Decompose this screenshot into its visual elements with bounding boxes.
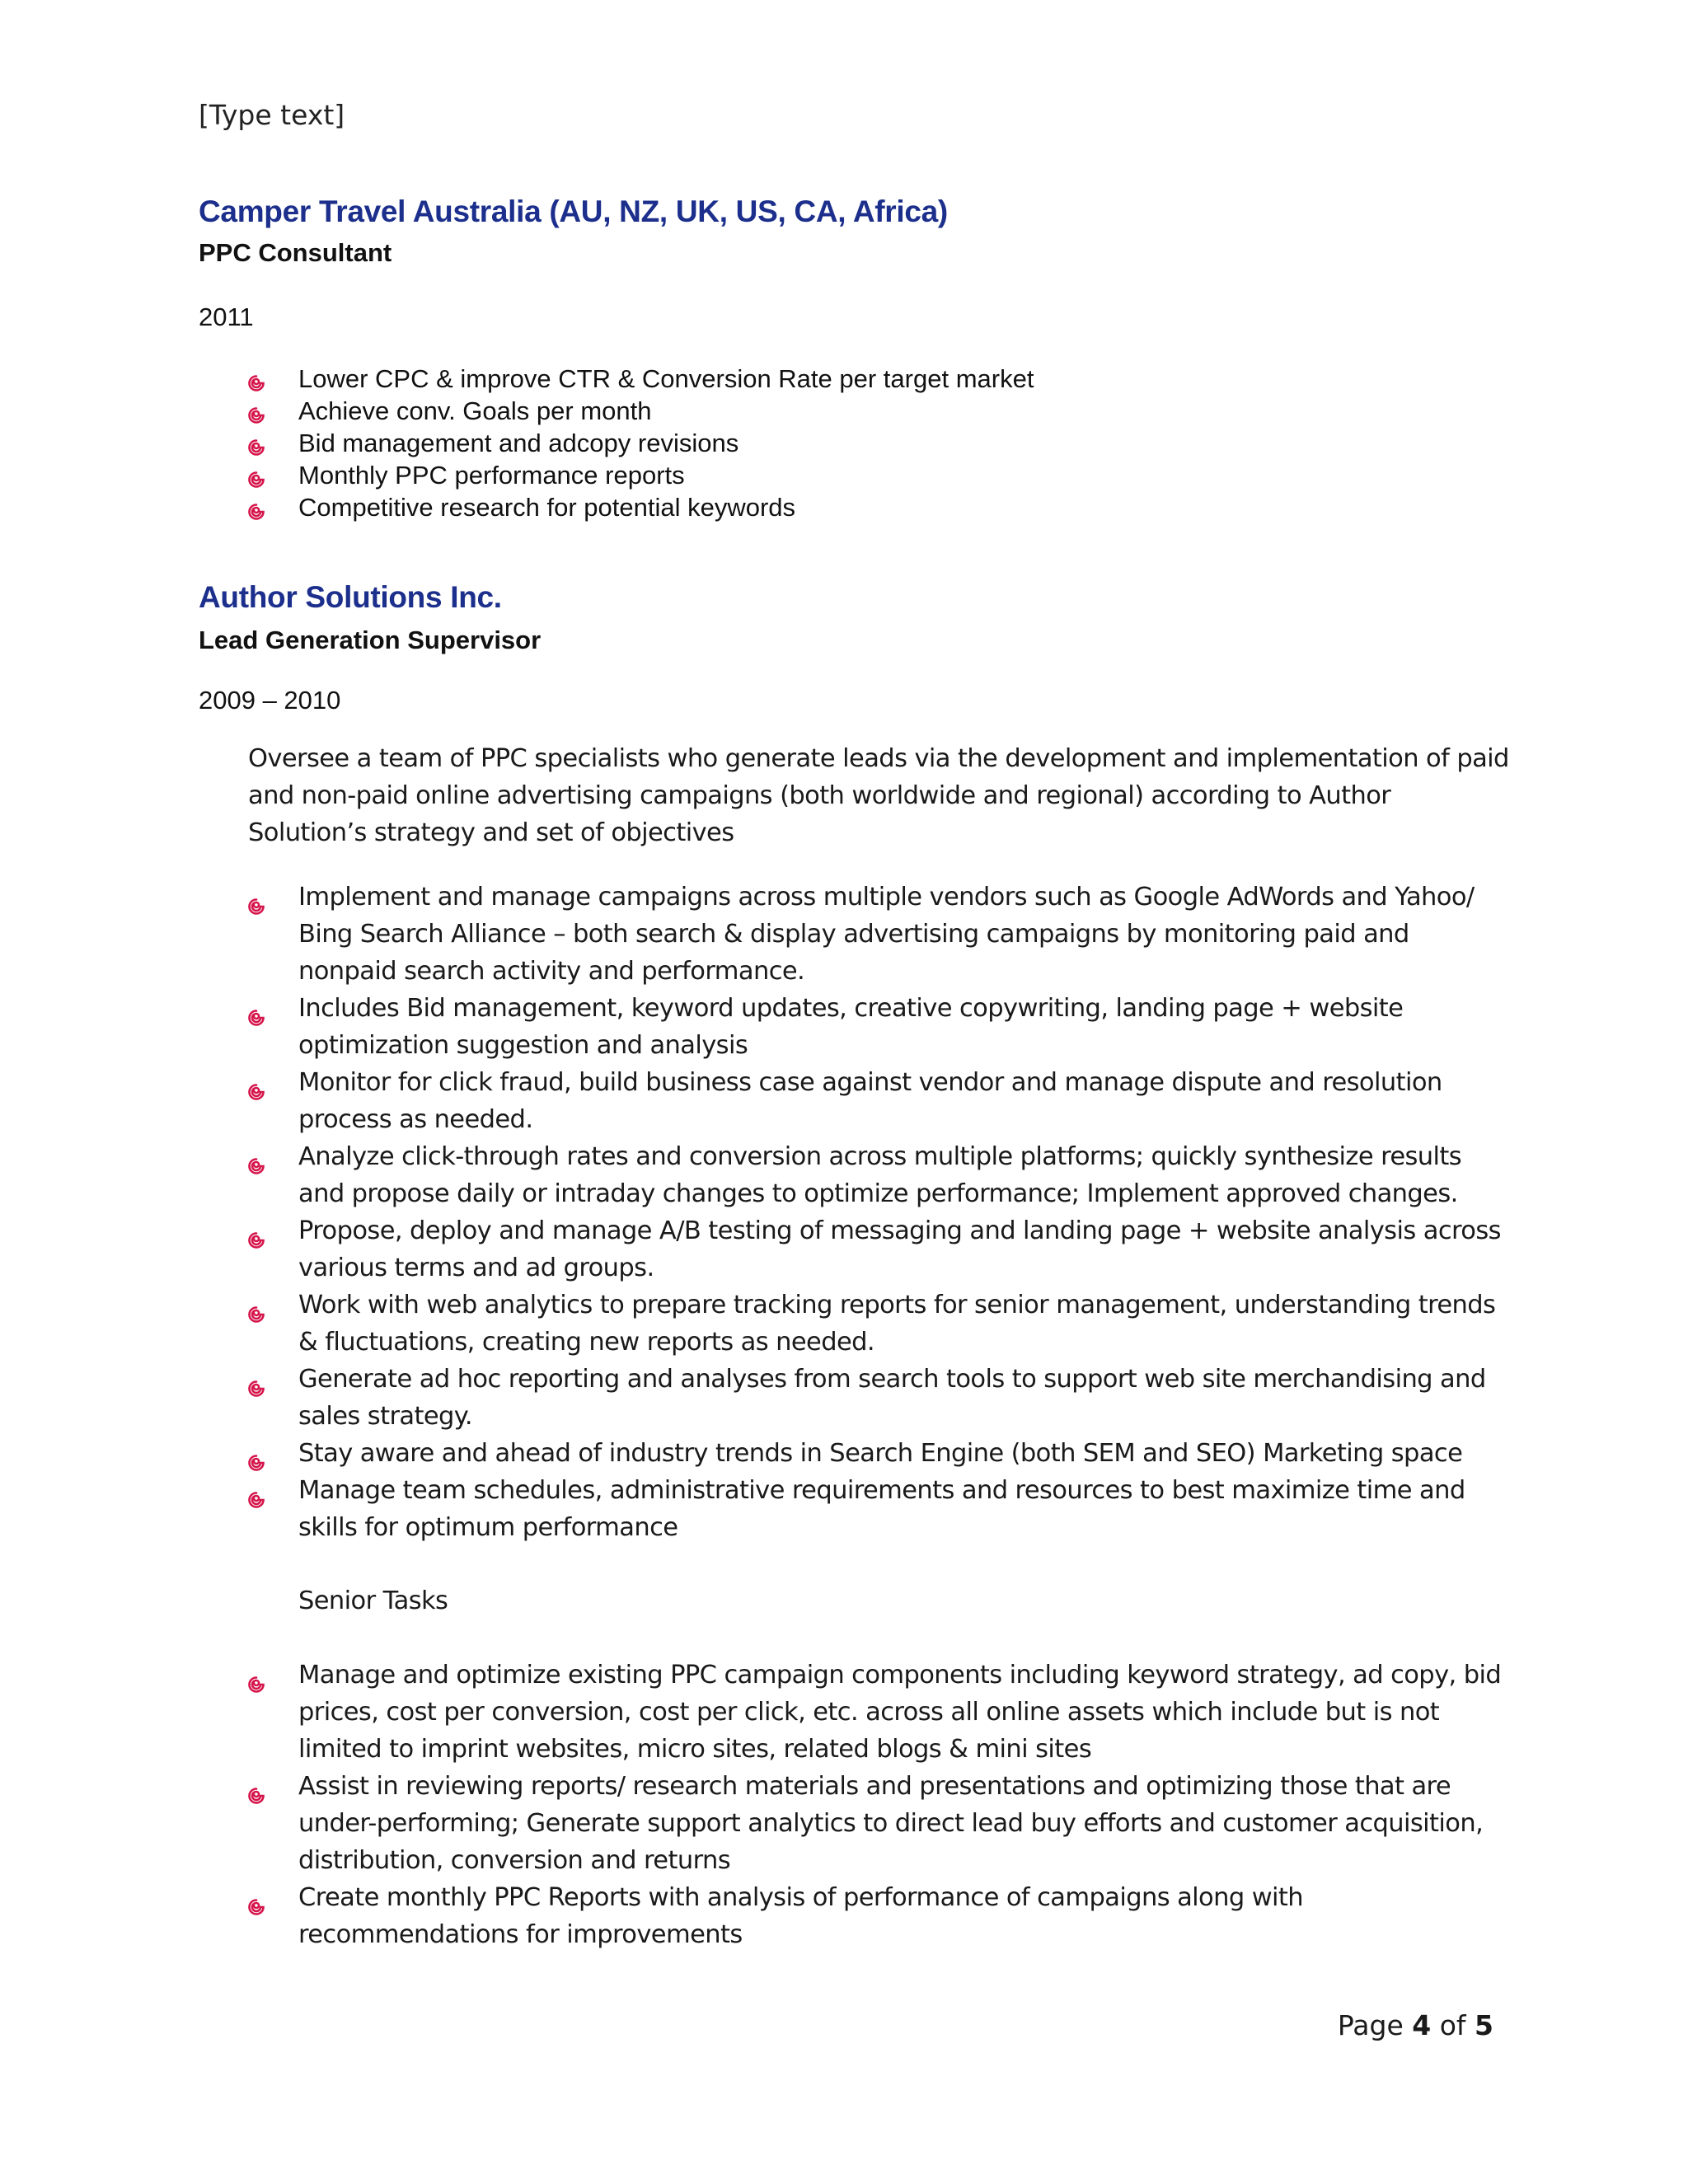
red-swirl-icon	[247, 1890, 265, 1908]
list-item-text: Bid management and adcopy revisions	[298, 429, 739, 457]
list-item	[298, 879, 1510, 990]
list-item-text: Monthly PPC performance reports	[298, 461, 685, 490]
red-swirl-icon	[247, 1001, 265, 1019]
list-item-text: Lower CPC & improve CTR & Conversion Rate per target market	[298, 364, 1034, 393]
job-role-lead-generation-supervisor: Lead Generation Supervisor	[199, 626, 542, 654]
list-item-text: Generate ad hoc reporting and analyses from search tools to support web site merchandising and sales strategy.	[298, 1365, 1486, 1431]
list-item	[298, 395, 1034, 427]
list-item-text: Achieve conv. Goals per month	[298, 396, 652, 425]
job1-bullet-list	[298, 363, 1034, 523]
list-item-text: Monitor for click fraud, build business case against vendor and manage dispute and resolution process as needed.	[298, 1068, 1442, 1134]
company-heading-camper-travel: Camper Travel Australia (AU, NZ, UK, US, CA, Africa)	[199, 194, 948, 228]
red-swirl-icon	[247, 1149, 265, 1167]
job-dates-2011: 2011	[199, 302, 254, 331]
company-heading-author-solutions: Author Solutions Inc.	[199, 580, 502, 614]
job-role-ppc-consultant: PPC Consultant	[199, 238, 392, 267]
list-item-text: Analyze click-through rates and conversion across multiple platforms; quickly synthesize results and propose daily or intraday changes to optimize performance; Implement approved changes.	[298, 1142, 1462, 1208]
list-item	[298, 363, 1034, 395]
red-swirl-icon	[247, 400, 265, 418]
list-item	[298, 990, 1510, 1064]
red-swirl-icon	[247, 432, 265, 450]
senior-tasks-label: Senior Tasks	[298, 1586, 448, 1615]
list-item	[298, 427, 1034, 459]
list-item	[298, 491, 1034, 523]
list-item-text: Assist in reviewing reports/ research materials and presentations and optimizing those that are under-performing; Generate support analytics to direct lead buy efforts and customer acquisition, distribution, conversion and returns	[298, 1772, 1484, 1875]
job-dates-2009-2010: 2009 – 2010	[199, 686, 341, 715]
header-placeholder: [Type text]	[199, 99, 345, 131]
list-item	[298, 1286, 1510, 1361]
red-swirl-icon	[247, 496, 265, 514]
list-item	[298, 1472, 1510, 1546]
list-item-text: Manage team schedules, administrative requirements and resources to best maximize time and skills for optimum performance	[298, 1476, 1465, 1542]
page-of: of	[1439, 2009, 1466, 2041]
page-label: Page	[1337, 2009, 1404, 2041]
red-swirl-icon	[247, 1483, 265, 1501]
red-swirl-icon	[247, 889, 265, 907]
list-item-text: Includes Bid management, keyword updates, creative copywriting, landing page + website optimization suggestion and analysis	[298, 994, 1404, 1060]
red-swirl-icon	[247, 368, 265, 386]
red-swirl-icon	[247, 1371, 265, 1390]
red-swirl-icon	[247, 464, 265, 482]
red-swirl-icon	[247, 1075, 265, 1093]
red-swirl-icon	[247, 1223, 265, 1241]
list-item	[298, 1138, 1510, 1212]
job-summary-paragraph: Oversee a team of PPC specialists who generate leads via the development and implementation of paid and non-paid online advertising campaigns (both worldwide and regional) according to Author Solution’s strategy and set of objectives	[248, 744, 1509, 847]
list-item	[298, 1212, 1510, 1286]
list-item	[298, 1361, 1510, 1435]
list-item	[298, 459, 1034, 491]
list-item	[298, 1879, 1510, 1953]
list-item-text: Manage and optimize existing PPC campaign components including keyword strategy, ad copy, bid prices, cost per conversion, cost per click, etc. across all online assets which include but is not limited to imprint websites, micro sites, related blogs & mini sites	[298, 1661, 1502, 1764]
red-swirl-icon	[247, 1779, 265, 1797]
red-swirl-icon	[247, 1446, 265, 1464]
list-item	[298, 1768, 1510, 1879]
list-item-text: Work with web analytics to prepare tracking reports for senior management, understanding trends & fluctuations, creating new reports as needed.	[298, 1291, 1496, 1357]
list-item	[298, 1064, 1510, 1138]
list-item-text: Competitive research for potential keywords	[298, 493, 796, 522]
list-item	[298, 1657, 1510, 1768]
job2-bullet-list	[298, 879, 1510, 1546]
list-item-text: Implement and manage campaigns across multiple vendors such as Google AdWords and Yahoo/ Bing Search Alliance – both search & display advertising campaigns by monitoring paid and nonpaid search activity and performance.	[298, 883, 1475, 986]
senior-tasks-bullet-list	[298, 1657, 1510, 1953]
current-page: 4	[1412, 2009, 1432, 2041]
list-item-text: Stay aware and ahead of industry trends in Search Engine (both SEM and SEO) Marketing space	[298, 1439, 1463, 1468]
total-pages: 5	[1475, 2009, 1493, 2041]
red-swirl-icon	[247, 1667, 265, 1685]
list-item	[298, 1435, 1510, 1472]
page-number	[1338, 2009, 1493, 2041]
list-item-text: Propose, deploy and manage A/B testing of messaging and landing page + website analysis across various terms and ad groups.	[298, 1216, 1501, 1282]
red-swirl-icon	[247, 1297, 265, 1315]
list-item-text: Create monthly PPC Reports with analysis of performance of campaigns along with recommendations for improvements	[298, 1883, 1304, 1949]
